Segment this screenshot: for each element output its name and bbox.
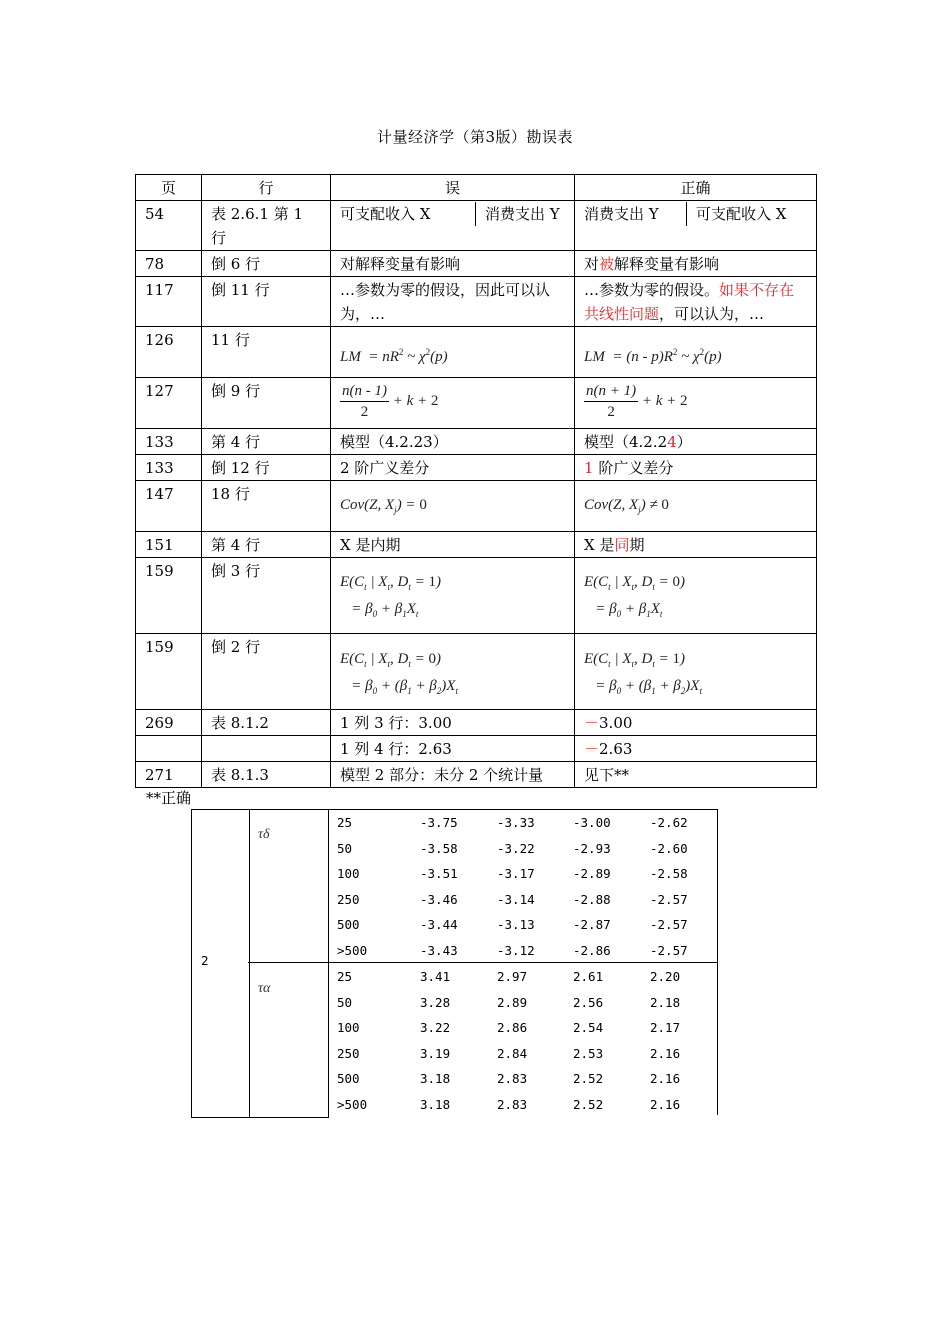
correct-text: X 是 [584, 536, 615, 554]
cell-wrong-formula: Cov(Z, $X_j) = 0$ [331, 481, 575, 532]
table-row [136, 532, 817, 558]
critical-value: -3.33 [497, 815, 535, 830]
correction-highlight: 如果不存在共线性问题 [584, 281, 795, 323]
critical-value: 2.52 [573, 1097, 604, 1112]
header-page: 页 [136, 175, 202, 201]
critical-value: 3.22 [420, 1020, 451, 1036]
cell-correct [575, 532, 817, 558]
table-row [136, 481, 817, 532]
sample-size: 500 [337, 1071, 360, 1087]
critical-value: -2.60 [650, 840, 688, 856]
tau-delta-label: τδ [258, 827, 270, 842]
cell-line: 倒 6 行 [202, 251, 331, 277]
cell-page: 78 [136, 251, 202, 277]
header-line: 行 [202, 175, 331, 201]
cell-wrong-formula: LM = $nR^2$ ~ $\chi^2(p)$ [331, 327, 575, 378]
critical-value: -3.44 [420, 917, 458, 933]
table-row [136, 710, 817, 736]
critical-value: 2.16 [650, 1097, 681, 1112]
critical-value: 2.18 [650, 994, 681, 1010]
correct-text: 解释变量有影响 [614, 255, 720, 273]
cell-correct-formula: $E(C_t$ | $X_t$, $D_t = 1$) = $\beta_0 + (\beta_1 + \beta_2)X_t$ [575, 634, 817, 710]
critical-value: -3.75 [420, 815, 458, 830]
cell-wrong: X 是内期 [331, 532, 575, 558]
cell-wrong [331, 201, 575, 251]
cell-line: 第 4 行 [202, 429, 331, 455]
table-row [136, 736, 817, 762]
cell-correct [575, 251, 817, 277]
critical-value: -3.13 [497, 917, 535, 933]
cell-page: 269 [136, 710, 202, 736]
table-row [136, 251, 817, 277]
table-row [136, 378, 817, 429]
critical-value: 2.84 [497, 1045, 528, 1061]
critical-value: -3.22 [497, 840, 535, 856]
cell-correct [575, 710, 817, 736]
correct-text: 3.00 [599, 714, 633, 732]
critical-value: 2.52 [573, 1071, 604, 1087]
tau-alpha-label: τα [258, 981, 271, 996]
cell-page: 127 [136, 378, 202, 429]
critical-value: -3.17 [497, 866, 535, 882]
cell-wrong: 1 列 4 行：2.63 [331, 736, 575, 762]
table-header-row [136, 175, 817, 201]
cell-wrong-formula: $E(C_t$ | $X_t$, $D_t = 1$) = $\beta_0 + \beta_1X_t$ [331, 558, 575, 634]
table-row [136, 634, 817, 710]
correct-text: 阶广义差分 [593, 459, 674, 477]
header-wrong: 误 [331, 175, 575, 201]
cell-line: 倒 12 行 [202, 455, 331, 481]
correct-text: ，可以认为，… [659, 305, 765, 323]
cell-correct-formula: $\frac{n(n + 1)}{2}$ + k + 2 [575, 378, 817, 429]
cell-page: 147 [136, 481, 202, 532]
critical-value: 3.19 [420, 1045, 451, 1061]
critical-value: -3.46 [420, 891, 458, 907]
model-number: 2 [201, 953, 209, 968]
cell-correct [575, 201, 817, 251]
correction-highlight: 4 [667, 433, 677, 451]
sample-size: >500 [337, 1097, 368, 1112]
critical-value: -3.51 [420, 866, 458, 882]
cell-page [136, 736, 202, 762]
statistic-column [248, 809, 329, 1118]
correct-text: 期 [629, 536, 645, 554]
critical-value: 2.97 [497, 969, 528, 984]
sample-size: 500 [337, 917, 360, 933]
cell-line: 表 2.6.1 第 1 行 [202, 201, 331, 251]
cell-line: 倒 11 行 [202, 277, 331, 327]
cell-correct [575, 736, 817, 762]
critical-value: -2.57 [650, 891, 688, 907]
header-correct: 正确 [575, 175, 817, 201]
critical-value: 3.18 [420, 1097, 451, 1112]
section-divider [248, 962, 717, 963]
correct-text: …参数为零的假设。 [584, 281, 720, 299]
cell-page: 54 [136, 201, 202, 251]
critical-value: -3.12 [497, 943, 535, 958]
cell-wrong: 对解释变量有影响 [331, 251, 575, 277]
critical-value: -2.62 [650, 815, 688, 830]
cell-correct: 见下** [575, 762, 817, 788]
critical-value: 2.17 [650, 1020, 681, 1036]
table-row [136, 762, 817, 788]
sample-size: 250 [337, 891, 360, 907]
table-row [136, 201, 817, 251]
cell-page: 133 [136, 429, 202, 455]
cell-page: 159 [136, 634, 202, 710]
cell-page: 151 [136, 532, 202, 558]
critical-value: -2.58 [650, 866, 688, 882]
page-title: 计量经济学（第3版）勘误表 [376, 128, 574, 146]
critical-value: -2.89 [573, 866, 611, 882]
cell-page: 271 [136, 762, 202, 788]
cell-wrong-formula: $\frac{n(n - 1)}{2}$ + k + 2 [331, 378, 575, 429]
critical-value: 2.56 [573, 994, 604, 1010]
table-row [136, 558, 817, 634]
critical-value: 2.53 [573, 1045, 604, 1061]
cell-line: 11 行 [202, 327, 331, 378]
sample-size: 25 [337, 969, 353, 984]
cell-line: 表 8.1.2 [202, 710, 331, 736]
correct-text: 2.63 [599, 740, 633, 758]
cell-wrong: 2 阶广义差分 [331, 455, 575, 481]
cell-correct [575, 429, 817, 455]
critical-value: 3.18 [420, 1071, 451, 1087]
critical-value: 2.61 [573, 969, 604, 984]
cell-page: 133 [136, 455, 202, 481]
cell-wrong: 模型（4.2.23） [331, 429, 575, 455]
correct-text: 模型（4.2.2 [584, 433, 668, 451]
critical-value: 2.83 [497, 1071, 528, 1087]
cell-line [202, 736, 331, 762]
cell-line: 倒 3 行 [202, 558, 331, 634]
critical-value: 2.20 [650, 969, 681, 984]
cell-correct-formula: $E(C_t$ | $X_t$, $D_t = 0$) = $\beta_0 + \beta_1X_t$ [575, 558, 817, 634]
table-row [136, 455, 817, 481]
correct-text: ） [676, 433, 692, 451]
cell-wrong: …参数为零的假设，因此可以认为，… [331, 277, 575, 327]
model-cell [191, 809, 250, 1118]
table-row [136, 327, 817, 378]
wrong-part-a: 可支配收入 X [331, 202, 476, 226]
sample-size: 100 [337, 1020, 360, 1036]
correction-highlight: 同 [614, 536, 630, 554]
correction-highlight: － [584, 740, 600, 758]
critical-value: -3.58 [420, 840, 458, 856]
critical-value: 3.41 [420, 969, 451, 984]
cell-correct [575, 277, 817, 327]
cell-line: 倒 9 行 [202, 378, 331, 429]
critical-value: -3.43 [420, 943, 458, 958]
critical-value: -2.93 [573, 840, 611, 856]
cell-correct-formula: LM = $(n - p)R^2$ ~ $\chi^2(p)$ [575, 327, 817, 378]
critical-value: -2.57 [650, 943, 688, 958]
cell-page: 159 [136, 558, 202, 634]
cell-correct-formula: Cov(Z, $X_j) \ne 0$ [575, 481, 817, 532]
cell-page: 126 [136, 327, 202, 378]
critical-value: 2.16 [650, 1045, 681, 1061]
correct-part-a: 消费支出 Y [575, 202, 687, 226]
critical-value: -2.86 [573, 943, 611, 958]
right-border [717, 809, 718, 1115]
critical-value: 3.28 [420, 994, 451, 1010]
critical-value: 2.83 [497, 1097, 528, 1112]
critical-value: -2.57 [650, 917, 688, 933]
critical-value: -2.88 [573, 891, 611, 907]
correction-highlight: － [584, 714, 600, 732]
wrong-part-b: 消费支出 Y [485, 205, 560, 223]
sample-size: 50 [337, 994, 353, 1010]
cell-wrong-formula: $E(C_t$ | $X_t$, $D_t = 0$) = $\beta_0 + (\beta_1 + \beta_2)X_t$ [331, 634, 575, 710]
correction-highlight: 被 [599, 255, 615, 273]
correct-part-b: 可支配收入 X [696, 205, 787, 223]
cell-page: 117 [136, 277, 202, 327]
sample-size: 50 [337, 840, 353, 856]
sample-size: 100 [337, 866, 360, 882]
cell-wrong: 1 列 3 行：3.00 [331, 710, 575, 736]
critical-value: -3.00 [573, 815, 611, 830]
critical-value: -3.14 [497, 891, 535, 907]
sample-size: >500 [337, 943, 368, 958]
table-row [136, 429, 817, 455]
cell-line: 倒 2 行 [202, 634, 331, 710]
table-row [136, 277, 817, 327]
correct-text: 对 [584, 255, 600, 273]
sample-size: 25 [337, 815, 353, 830]
errata-table [135, 174, 817, 788]
critical-value: -2.87 [573, 917, 611, 933]
cell-line: 18 行 [202, 481, 331, 532]
cell-correct [575, 455, 817, 481]
cell-line: 表 8.1.3 [202, 762, 331, 788]
cell-line: 第 4 行 [202, 532, 331, 558]
correction-highlight: 1 [584, 459, 594, 477]
critical-value: 2.86 [497, 1020, 528, 1036]
cell-wrong: 模型 2 部分：未分 2 个统计量 [331, 762, 575, 788]
sample-size: 250 [337, 1045, 360, 1061]
critical-value: 2.89 [497, 994, 528, 1010]
critical-value: 2.54 [573, 1020, 604, 1036]
correction-note: **正确 [146, 789, 192, 807]
critical-value: 2.16 [650, 1071, 681, 1087]
